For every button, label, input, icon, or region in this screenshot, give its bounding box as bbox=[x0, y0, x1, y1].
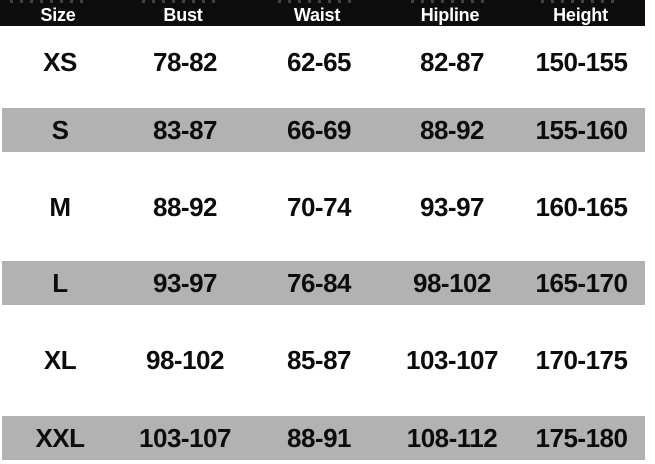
clipped-fragment bbox=[278, 0, 358, 3]
height-value: 175-180 bbox=[535, 422, 628, 453]
height-value: 150-155 bbox=[535, 46, 628, 77]
table-row-m bbox=[2, 185, 645, 229]
size-value: XXL bbox=[35, 422, 85, 453]
waist-value: 85-87 bbox=[287, 344, 351, 375]
clipped-fragment bbox=[541, 0, 621, 3]
hipline-value: 93-97 bbox=[420, 191, 484, 222]
size-value: L bbox=[52, 267, 68, 298]
table-row-xxl bbox=[2, 416, 645, 460]
table-header-row bbox=[0, 0, 645, 26]
waist-value: 70-74 bbox=[287, 191, 351, 222]
size-value: S bbox=[51, 114, 69, 145]
bust-value: 88-92 bbox=[153, 191, 217, 222]
table-row-s bbox=[2, 108, 645, 152]
bust-value: 78-82 bbox=[153, 46, 217, 77]
column-header-size: Size bbox=[40, 4, 76, 25]
height-value: 155-160 bbox=[535, 114, 628, 145]
height-value: 160-165 bbox=[535, 191, 628, 222]
waist-value: 66-69 bbox=[287, 114, 351, 145]
column-header-waist: Waist bbox=[293, 4, 341, 25]
hipline-value: 108-112 bbox=[406, 422, 498, 453]
table-row-l bbox=[2, 261, 645, 305]
size-value: XS bbox=[43, 46, 77, 77]
waist-value: 76-84 bbox=[287, 267, 351, 298]
clipped-fragment bbox=[411, 0, 491, 3]
column-header-height: Height bbox=[553, 4, 608, 25]
hipline-value: 98-102 bbox=[413, 267, 491, 298]
waist-value: 88-91 bbox=[287, 422, 351, 453]
bust-value: 103-107 bbox=[139, 422, 231, 453]
hipline-value: 103-107 bbox=[406, 344, 498, 375]
clipped-fragment bbox=[10, 0, 90, 3]
height-value: 165-170 bbox=[535, 267, 628, 298]
bust-value: 98-102 bbox=[146, 344, 224, 375]
size-value: M bbox=[49, 191, 71, 222]
table-row-xs bbox=[2, 40, 645, 84]
height-value: 170-175 bbox=[535, 344, 628, 375]
table-row-xl bbox=[2, 338, 645, 382]
hipline-value: 88-92 bbox=[420, 114, 484, 145]
size-value: XL bbox=[43, 344, 77, 375]
bust-value: 83-87 bbox=[153, 114, 217, 145]
column-header-bust: Bust bbox=[163, 4, 203, 25]
waist-value: 62-65 bbox=[287, 46, 351, 77]
clipped-fragment bbox=[142, 0, 222, 3]
column-header-hipline: Hipline bbox=[420, 4, 480, 25]
hipline-value: 82-87 bbox=[420, 46, 484, 77]
bust-value: 93-97 bbox=[153, 267, 217, 298]
